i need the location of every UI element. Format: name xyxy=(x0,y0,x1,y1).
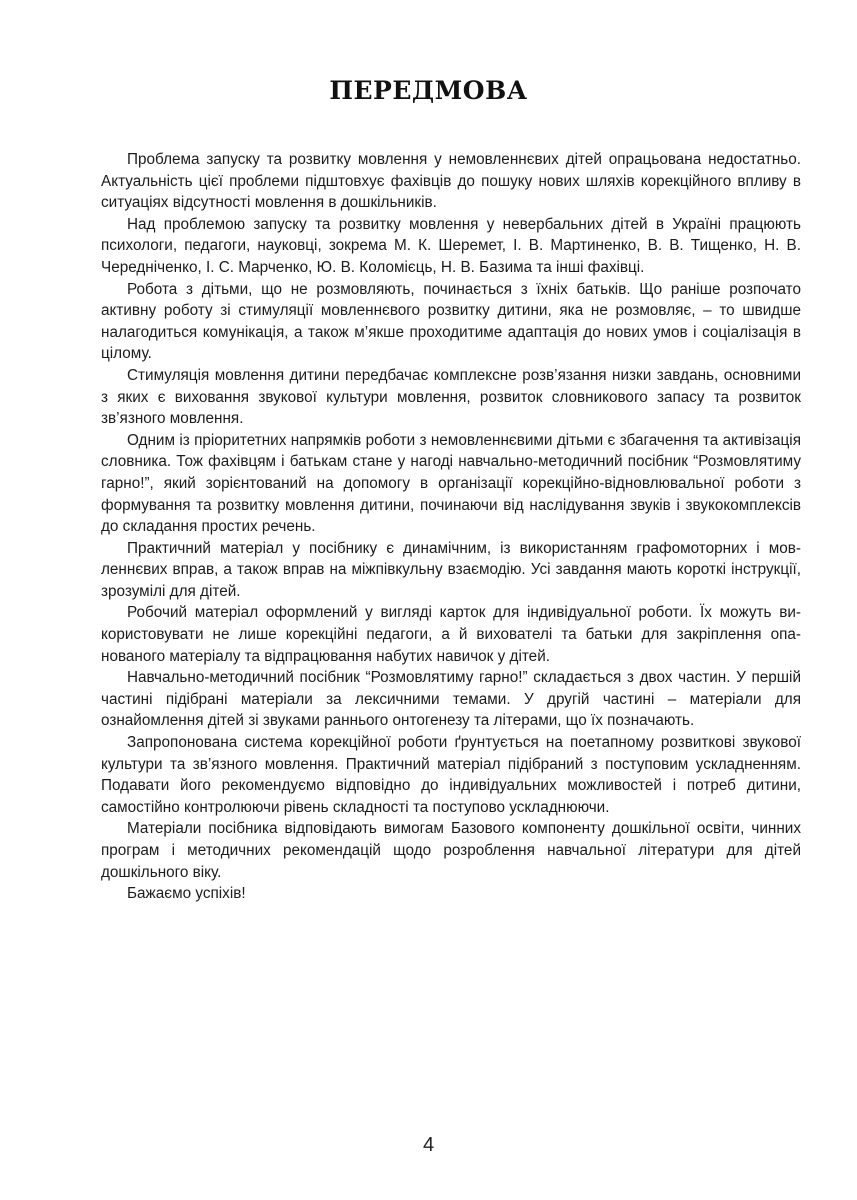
paragraph: Матеріали посібника відповідають вимогам Базового компоненту дошкільної освіти, чинних програм і методичних рекомендацій щодо розроблення навчальної літератури для дітей дошкільного віку. xyxy=(101,820,801,881)
page-number: 4 xyxy=(422,1134,435,1156)
preface-body xyxy=(101,149,801,905)
paragraph: Робота з дітьми, що не розмовляють, починається з їхніх батьків. Що раніше розпочато активну роботу зі стимуляції мовленнєвого розвитку дитини, яка не розмовляє, – то швидше налагодиться комунікація, а також м’якше проходитиме адаптація до нових умов і соціалізація в цілому. xyxy=(101,280,801,363)
page-title: ПЕРЕДМОВА xyxy=(329,76,528,105)
paragraph: Одним із пріоритетних напрямків роботи з немовленнєвими дітьми є збагачення та активізація словника. Тож фахівцям і батькам стане у нагоді навчально-методичний посібник “Розмовлятиму гарно!”, який зорієнтований на допомогу в організації корекційно-відновлювальної роботи з формування та розвитку мовлення дитини, починаючи від наслідування звуків і звукокомплексів до складання простих речень. xyxy=(101,431,801,536)
paragraph: Робочий матеріал оформлений у вигляді карток для індивідуальної роботи. Їх можуть використовувати не лише корекційні педагоги, а й вихователі та батьки для закріплення опанованого матеріалу та відпрацювання набутих навичок у дітей. xyxy=(101,604,801,665)
closing-line: Бажаємо успіхів! xyxy=(127,885,246,903)
paragraph: Навчально-методичний посібник “Розмовлятиму гарно!” складається з двох частин. У першій частині підібрані матеріали за лексичними темами. У другій частині – матеріали для ознайомлення дітей зі звуками раннього онтогенезу та літерами, що їх позначають. xyxy=(101,669,801,730)
paragraph: Стимуляція мовлення дитини передбачає комплексне розв’язання низки завдань, основними з яких є виховання звукової культури мовлення, розвиток словникового запасу та розвиток зв’язного мовлення. xyxy=(101,366,801,428)
paragraph: Практичний матеріал у посібнику є динамічним, із використанням графомоторних і мовленнєвих вправ, а також вправ на міжпівкульну взаємодію. Усі завдання мають короткі інструкції, зрозумілі для дітей. xyxy=(101,539,801,600)
paragraph: Над проблемою запуску та розвитку мовлення у невербальних дітей в Україні працюють психологи, педагоги, науковці, зокрема М. К. Шеремет, І. В. Мартиненко, В. В. Тищенко, Н. В. Чередніченко, І. С. Марченко, Ю. В. Коломієць, Н. В. Базима та інші фахівці. xyxy=(101,215,801,276)
paragraph: Запропонована система корекційної роботи ґрунтується на поетапному розвиткові звукової культури та зв’язного мовлення. Практичний матеріал підібраний з поступовим ускладненням. Подавати його рекомендуємо відповідно до індивідуальних можливостей і потреб дитини, самостійно контролюючи рівень складності та поступово ускладнюючи. xyxy=(101,734,801,816)
paragraph: Проблема запуску та розвитку мовлення у немовленнєвих дітей опрацьована недостатньо. Актуальність цієї проблеми підштовхує фахівців до пошуку нових шляхів корекційного впливу в ситуаціях відсутності мовлення в дошкільників. xyxy=(101,151,801,212)
